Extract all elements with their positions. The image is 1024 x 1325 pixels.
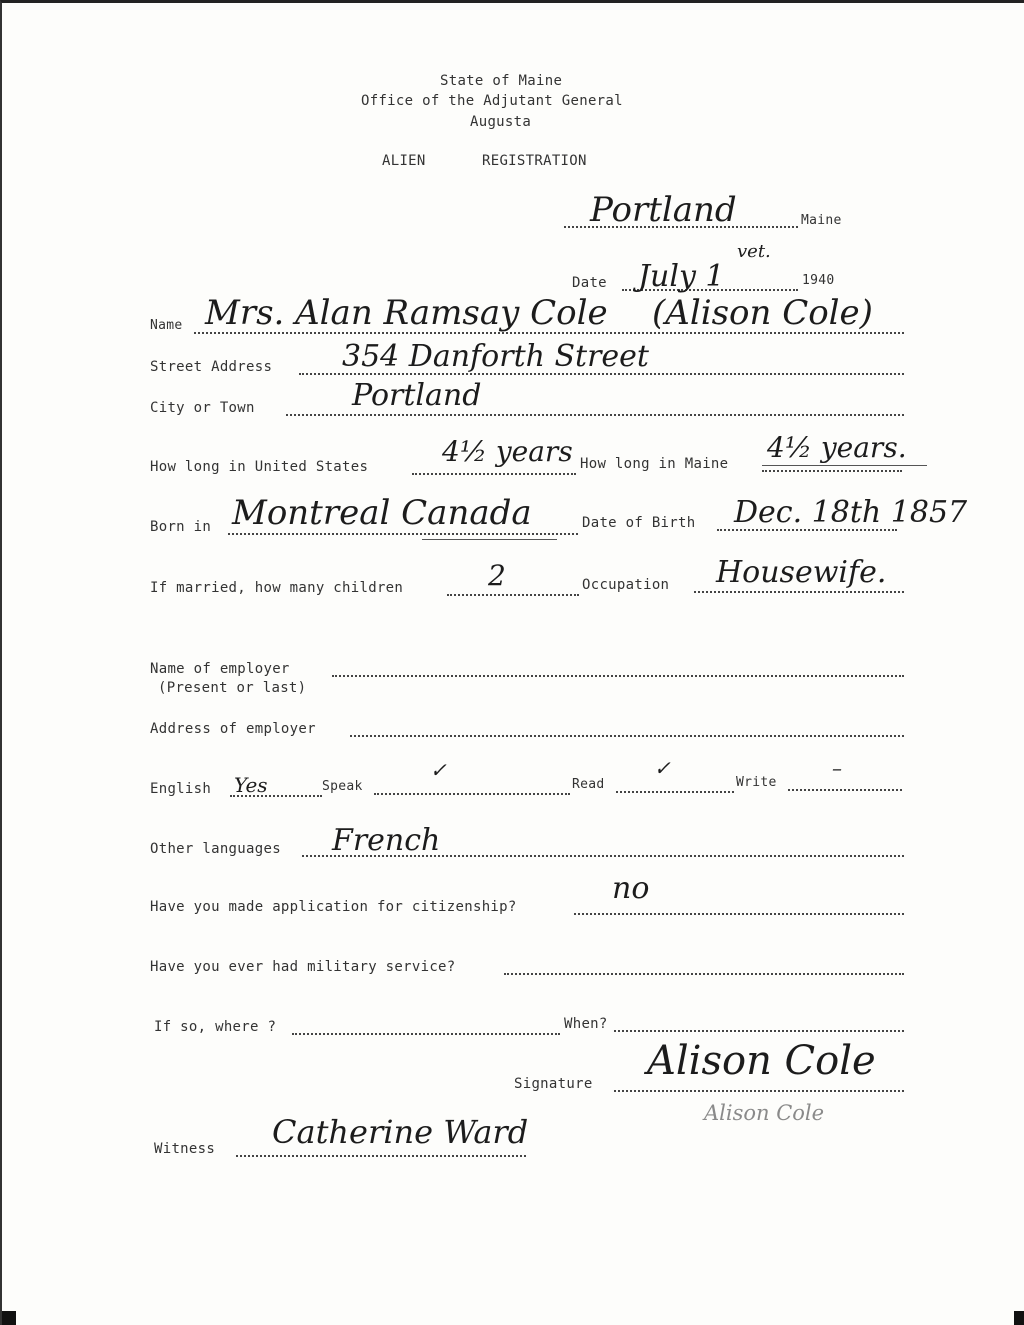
street-value: 354 Danforth Street (342, 339, 649, 374)
witness-value: Catherine Ward (272, 1113, 529, 1151)
english-value: Yes (234, 773, 268, 797)
employer-address-label: Address of employer (150, 721, 316, 737)
languages-label: Other languages (150, 841, 281, 857)
children-label: If married, how many children (150, 580, 404, 596)
born-label: Born in (150, 519, 212, 535)
read-check: ✓ (654, 756, 671, 780)
signature-value: Alison Cole (647, 1038, 876, 1084)
dob-value: Dec. 18th 1857 (734, 495, 968, 530)
us-time-label: How long in United States (150, 459, 369, 475)
children-value: 2 (488, 559, 506, 592)
citizenship-value: no (612, 871, 650, 906)
header-office: Office of the Adjutant General (361, 93, 623, 109)
speak-check: ✓ (430, 758, 447, 782)
us-time-value: 4½ years (442, 435, 573, 468)
speak-label: Speak (322, 779, 363, 794)
date-year: 1940 (802, 273, 835, 288)
write-mark: – (832, 756, 842, 780)
place-suffix: Maine (801, 213, 842, 228)
header-city: Augusta (470, 114, 532, 130)
name-alias: (Alison Cole) (652, 293, 873, 333)
citizenship-label: Have you made application for citizenship? (150, 899, 517, 915)
occupation-value: Housewife. (716, 555, 887, 590)
english-label: English (150, 781, 212, 797)
scan-corner-right (1014, 1311, 1024, 1325)
name-value: Mrs. Alan Ramsay Cole (205, 293, 608, 333)
scan-corner-left (2, 1311, 16, 1325)
place-value: Portland (590, 190, 737, 230)
header-state: State of Maine (440, 73, 563, 89)
occupation-label: Occupation (582, 577, 670, 593)
city-label: City or Town (150, 400, 255, 416)
name-label: Name (150, 318, 183, 333)
date-note: vet. (737, 241, 771, 262)
when-label: When? (564, 1016, 608, 1032)
me-time-value: 4½ years. (767, 431, 907, 464)
street-label: Street Address (150, 359, 273, 375)
languages-value: French (332, 823, 441, 858)
witness-label: Witness (154, 1141, 216, 1157)
where-label: If so, where ? (154, 1019, 277, 1035)
signature-label: Signature (514, 1076, 593, 1092)
employer-sublabel: (Present or last) (158, 680, 307, 696)
read-label: Read (572, 777, 605, 792)
date-label: Date (572, 275, 607, 291)
write-label: Write (736, 775, 777, 790)
title-registration: REGISTRATION (482, 153, 587, 169)
signature-pencil-note: Alison Cole (704, 1101, 825, 1125)
me-time-label: How long in Maine (580, 456, 729, 472)
employer-label: Name of employer (150, 661, 290, 677)
city-value: Portland (352, 378, 482, 413)
date-value: July 1 (638, 259, 725, 294)
dob-label: Date of Birth (582, 515, 696, 531)
born-value: Montreal Canada (232, 493, 532, 533)
military-label: Have you ever had military service? (150, 959, 456, 975)
title-alien: ALIEN (382, 153, 426, 169)
